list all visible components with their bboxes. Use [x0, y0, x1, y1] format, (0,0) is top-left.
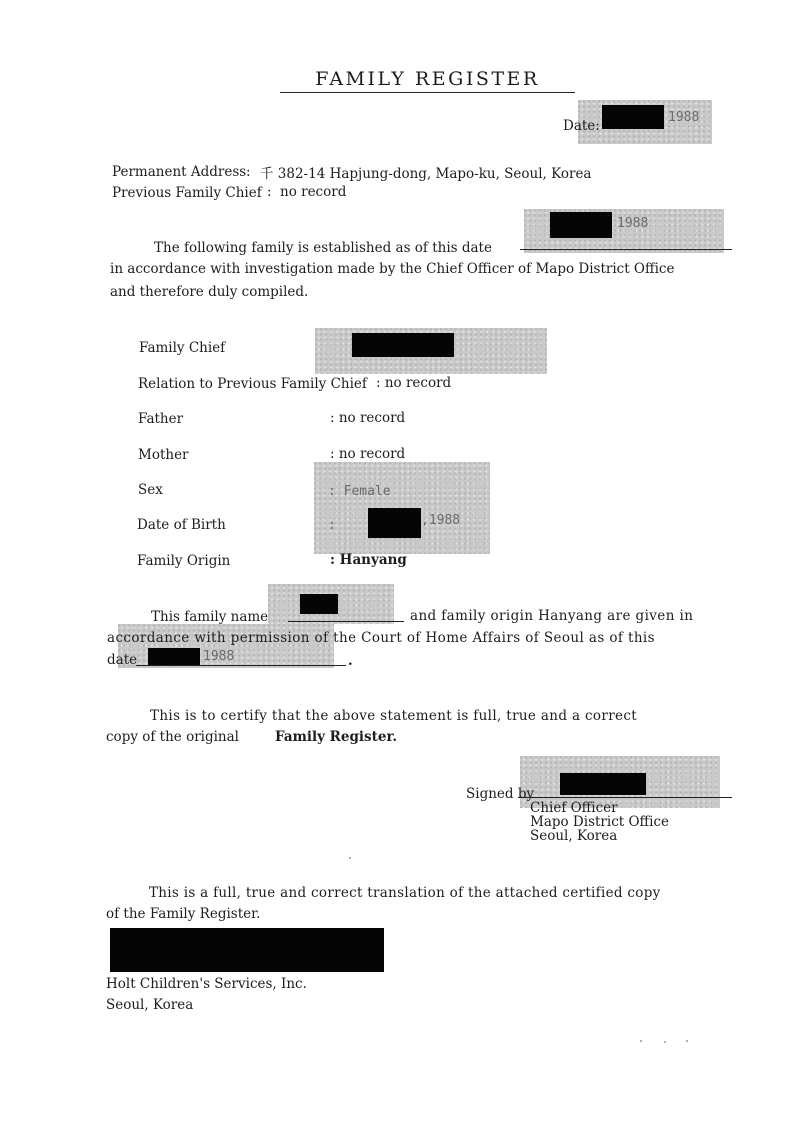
mother-label: Mother [138, 447, 189, 463]
father-value: : no record [330, 410, 406, 426]
mother-value: : no record [330, 446, 406, 462]
relation-label: Relation to Previous Family Chief [138, 376, 367, 392]
relation-value: : no record [376, 375, 452, 391]
redaction-block [148, 648, 200, 666]
established-year: 1988 [617, 216, 649, 231]
previous-chief-colon: : [267, 184, 272, 200]
permission-year: 1988 [203, 649, 235, 664]
family-chief-label: Family Chief [139, 340, 226, 356]
family-name-underline [288, 621, 404, 622]
redaction-block [352, 333, 454, 357]
redaction-block [110, 928, 384, 972]
established-line-1: The following family is established as of this date [154, 240, 492, 256]
sex-value: : Female [328, 484, 391, 499]
previous-chief-label: Previous Family Chief [112, 185, 262, 201]
sex-label: Sex [138, 482, 163, 498]
established-line-2: in accordance with investigation made by the Chief Officer of Mapo District Office [110, 261, 675, 277]
chief-officer-title: Chief Officer [530, 800, 618, 816]
agency-name: Holt Children's Services, Inc. [106, 976, 307, 992]
signature-underline [518, 797, 732, 798]
paper-speck [349, 857, 351, 859]
translation-line-2: of the Family Register. [106, 906, 261, 922]
permission-line-1b: and family origin Hanyang are given in [410, 608, 694, 624]
signature-city: Seoul, Korea [530, 828, 618, 844]
document-title: FAMILY REGISTER [280, 68, 575, 93]
redaction-block [602, 105, 664, 129]
date-label: Date: [563, 118, 600, 134]
paper-speck [686, 1040, 688, 1042]
paper-speck [640, 1040, 642, 1042]
permission-line-3a: date [107, 652, 138, 668]
signed-by-label: Signed by [466, 786, 535, 802]
dob-label: Date of Birth [137, 517, 226, 533]
permission-line-2: accordance with permission of the Court of Home Affairs of Seoul as of this [107, 630, 655, 646]
date-year: 1988 [668, 110, 700, 125]
previous-chief-value: no record [280, 184, 347, 200]
dob-colon: : [328, 518, 336, 533]
redaction-block [550, 212, 612, 238]
redaction-block [300, 594, 338, 614]
translation-line-1: This is a full, true and correct translation of the attached certified copy [149, 885, 661, 901]
date-underline [520, 249, 732, 250]
certify-line-2b: Family Register. [275, 729, 398, 745]
permanent-address-value: 千 382-14 Hapjung-dong, Mapo-ku, Seoul, Korea [260, 166, 592, 182]
permanent-address-label: Permanent Address [112, 164, 247, 180]
agency-city: Seoul, Korea [106, 997, 194, 1013]
redaction-block [368, 508, 421, 538]
dob-year: ,1988 [421, 513, 461, 528]
paper-speck [664, 1041, 666, 1043]
family-origin-value: : Hanyang [330, 552, 407, 568]
permanent-address-colon: : [246, 164, 251, 180]
permission-date-underline [136, 665, 346, 666]
permission-line-1a: This family name [151, 609, 269, 625]
certify-line-1: This is to certify that the above statement is full, true and a correct [150, 708, 638, 724]
district-office-name: Mapo District Office [530, 814, 670, 830]
family-origin-label: Family Origin [137, 553, 231, 569]
certify-line-2a: copy of the original [106, 729, 239, 745]
permission-period: . [348, 653, 353, 669]
established-line-3: and therefore duly compiled. [110, 284, 309, 300]
redaction-block [560, 773, 646, 795]
father-label: Father [138, 411, 184, 427]
